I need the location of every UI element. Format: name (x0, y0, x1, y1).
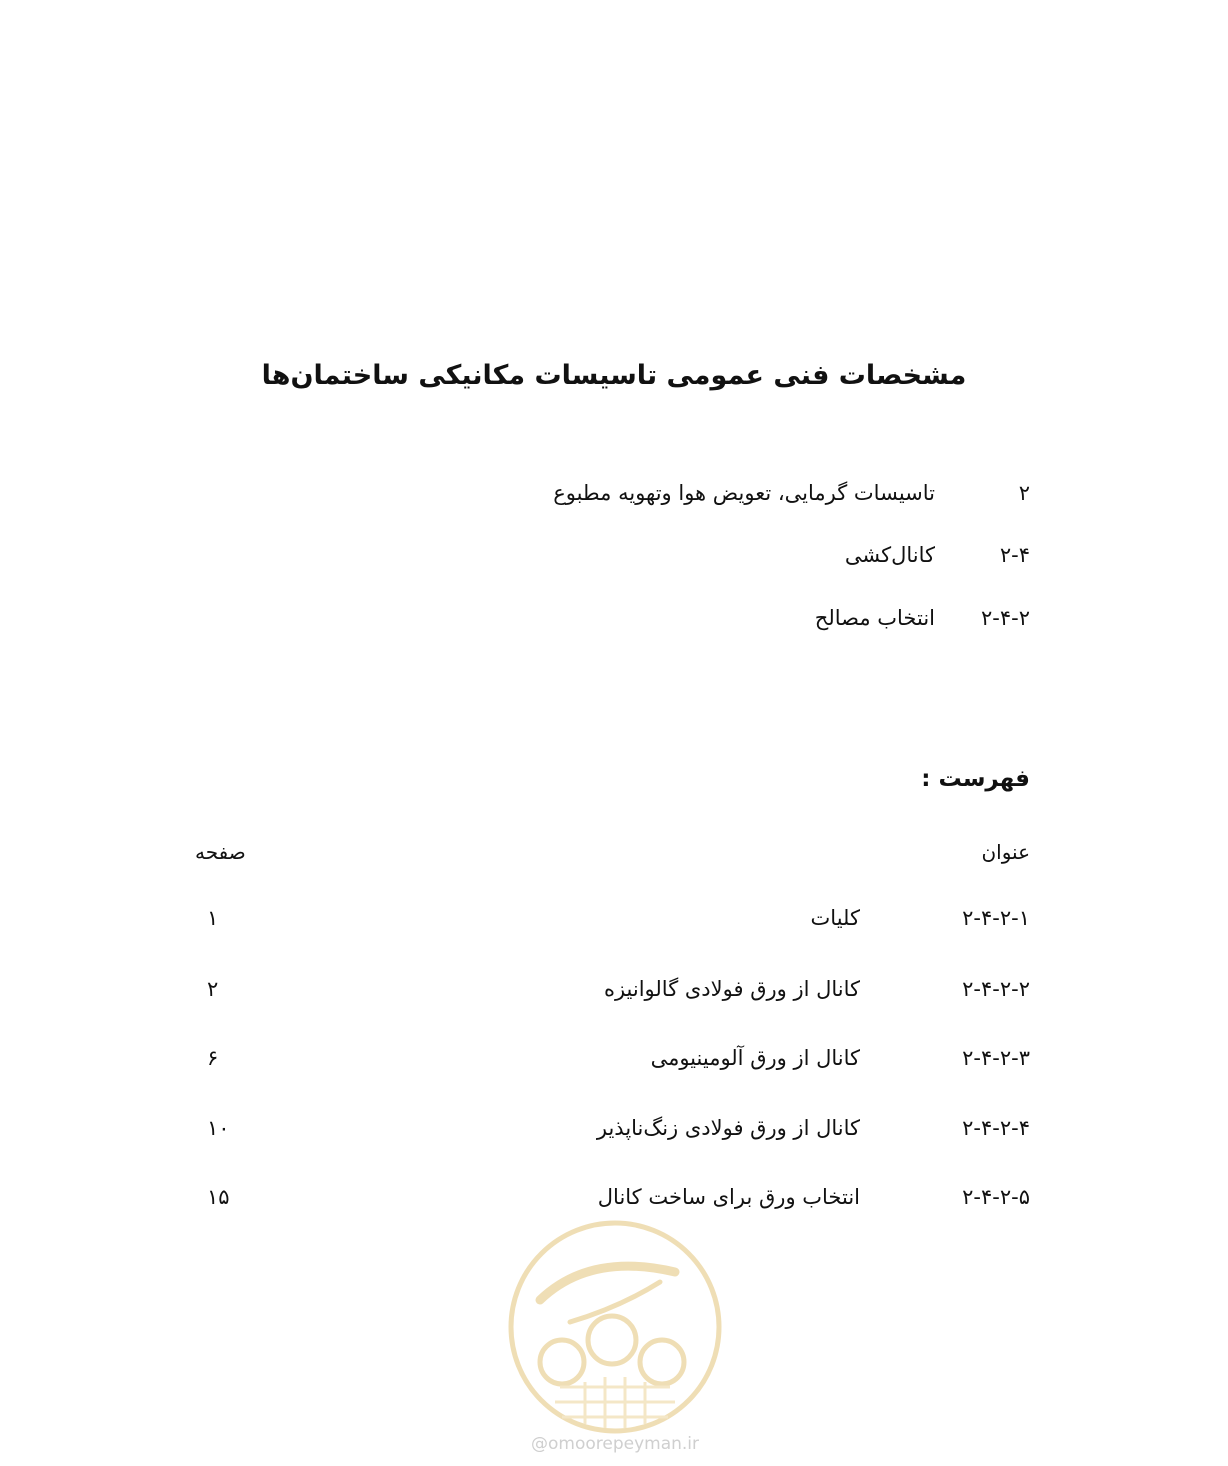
toc-section-number: ۲-۴-۲-۲ (962, 977, 1030, 1001)
toc-heading: فهرست : (921, 766, 1030, 792)
heading-text: تاسیسات گرمایی، تعویض هوا وتهویه مطبوع (553, 481, 935, 505)
toc-entry (195, 906, 1030, 940)
toc-entry-title: کلیات (810, 906, 860, 930)
watermark-logo-icon (500, 1212, 730, 1442)
toc-section-number: ۲-۴-۲-۴ (962, 1116, 1030, 1140)
heading-number: ۲-۴ (999, 543, 1030, 567)
toc-entry (195, 1116, 1030, 1150)
toc-entry-title: کانال از ورق آلومینیومی (650, 1046, 860, 1070)
heading-text: کانال‌کشی (844, 543, 935, 567)
heading-number: ۲ (1018, 481, 1030, 505)
toc-section-number: ۲-۴-۲-۳ (962, 1046, 1030, 1070)
toc-page-column-header: صفحه (195, 840, 246, 864)
heading-number: ۲-۴-۲ (981, 606, 1030, 630)
toc-section-number: ۲-۴-۲-۱ (962, 906, 1030, 930)
toc-page-number: ۱ (207, 906, 219, 930)
toc-page-number: ۲ (207, 977, 219, 1001)
toc-page-number: ۶ (207, 1046, 219, 1070)
toc-entry (195, 1046, 1030, 1080)
toc-entry-title: کانال از ورق فولادی زنگ‌ناپذیر (596, 1116, 860, 1140)
toc-page-number: ۱۵ (207, 1185, 230, 1209)
toc-section-number: ۲-۴-۲-۵ (962, 1185, 1030, 1209)
toc-title-column-header: عنوان (981, 840, 1030, 864)
toc-entry-title: کانال از ورق فولادی گالوانیزه (603, 977, 860, 1001)
toc-entry (195, 977, 1030, 1011)
document-title: مشخصات فنی عمومی تاسیسات مکانیکی ساختمان‌ها (261, 360, 967, 391)
heading-text: انتخاب مصالح (814, 606, 935, 630)
toc-entry-title: انتخاب ورق برای ساخت کانال (597, 1185, 860, 1209)
watermark-site: @omoorepeyman.ir (530, 1434, 700, 1454)
toc-page-number: ۱۰ (207, 1116, 230, 1140)
